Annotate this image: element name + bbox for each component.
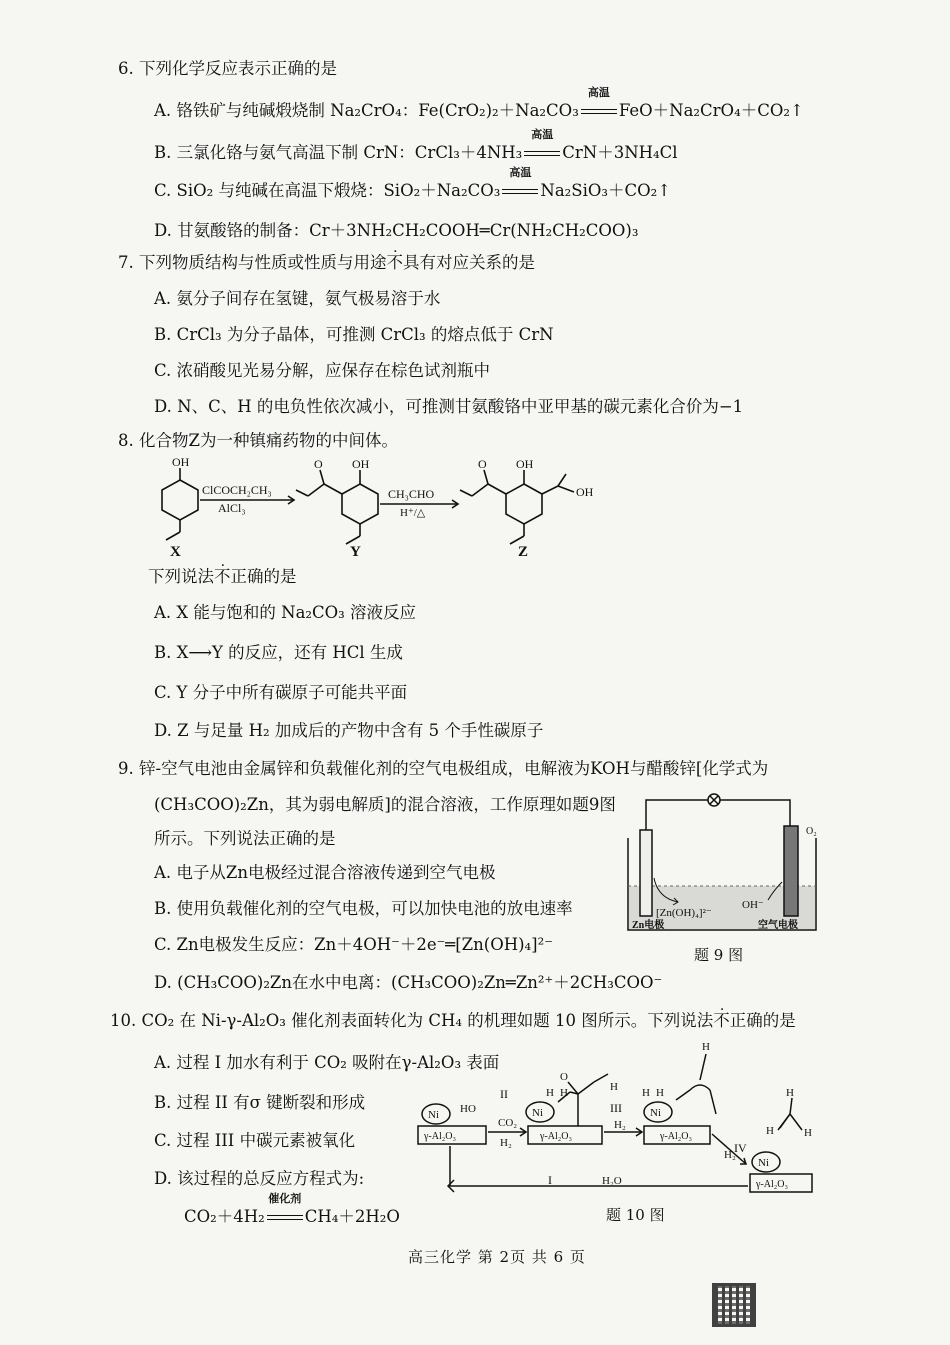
label-y: Y	[350, 544, 361, 560]
support-label-1: γ-Al₂O₃	[424, 1131, 456, 1142]
q10-option-a: A. 过程 I 加水有利于 CO₂ 吸附在γ-Al₂O₃ 表面	[154, 1053, 500, 1072]
q7-option-a: A. 氨分子间存在氢键，氨气极易溶于水	[154, 289, 441, 308]
h2-label-3: H₂	[724, 1149, 736, 1161]
z-carbonyl-o: O	[478, 457, 487, 471]
q7-option-c: C. 浓硝酸见光易分解，应保存在棕色试剂瓶中	[154, 361, 491, 380]
q6-c-post: Na₂SiO₃＋CO₂↑	[540, 181, 672, 200]
q7-option-d: D. N、C、H 的电负性依次减小，可推测甘氨酸铬中亚甲基的碳元素化合价为−1	[154, 397, 744, 416]
label-x: X	[170, 544, 181, 560]
qr-code-icon	[712, 1283, 756, 1327]
air-electrode	[784, 826, 798, 916]
h2-label-1: H₂	[500, 1137, 512, 1149]
q8-reaction-scheme	[148, 452, 768, 562]
q9-figure-caption: 题 9 图	[694, 946, 744, 964]
h-label-1: H	[546, 1087, 554, 1099]
q8-option-a: A. X 能与饱和的 Na₂CO₃ 溶液反应	[154, 603, 417, 622]
y-carbonyl-o: O	[314, 457, 323, 471]
roman-iv: IV	[734, 1141, 747, 1155]
reagent-1-bottom: AlCl₃	[218, 501, 246, 515]
q6-b-post: CrN＋3NH₄Cl	[562, 143, 678, 162]
z-benzene-ring	[506, 484, 542, 524]
z-ring-oh: OH	[516, 457, 534, 471]
q9-stem-line-3: 所示。下列说法正确的是	[154, 829, 336, 848]
zn-electrode-label: Zn电极	[632, 920, 665, 931]
q6-option-a	[154, 86, 804, 122]
h-label-5: H	[656, 1087, 664, 1099]
q6-option-c	[154, 166, 672, 202]
q9-battery-figure	[618, 790, 833, 938]
q6-option-d: D. 甘氨酸铬的制备：Cr＋3NH₂CH₂COOH═Cr(NH₂CH₂COO)₃	[154, 221, 639, 240]
q10-option-b: B. 过程 II 有σ 键断裂和形成	[154, 1093, 366, 1112]
o-label-1: O	[560, 1071, 568, 1083]
h2-label-2: H₂	[614, 1119, 626, 1131]
roman-iii: III	[610, 1101, 622, 1115]
q9-stem-line-2: (CH₃COO)₂Zn，其为弱电解质]的混合溶液，工作原理如题9图	[154, 795, 616, 814]
ni-label-3: Ni	[650, 1107, 661, 1119]
methane-h-left: H	[766, 1125, 774, 1137]
zincate-label: [Zn(OH)₄]²⁻	[656, 907, 712, 919]
roman-ii: II	[500, 1087, 508, 1101]
ni-label-1: Ni	[428, 1109, 439, 1121]
reagent-2-top: CH₃CHO	[388, 487, 435, 501]
h-label-6: H	[702, 1041, 710, 1053]
catalyst-condition: 催化剂	[267, 1206, 303, 1228]
ni-label-2: Ni	[532, 1107, 543, 1119]
reagent-1-top: ClCOCH₂CH₃	[202, 483, 272, 497]
label-z: Z	[518, 544, 529, 560]
q8-option-c: C. Y 分子中所有碳原子可能共平面	[154, 683, 408, 702]
q9-option-a: A. 电子从Zn电极经过混合溶液传递到空气电极	[154, 863, 496, 882]
q6-b-pre: B. 三氯化铬与氨气高温下制 CrN：CrCl₃＋4NH₃	[154, 143, 523, 162]
zn-electrode	[640, 830, 652, 916]
q10-figure-caption: 题 10 图	[606, 1206, 665, 1224]
reagent-2-bottom: H⁺/△	[400, 507, 426, 519]
y-oh: OH	[352, 457, 370, 471]
y-benzene-ring	[342, 484, 378, 524]
q10-mechanism-figure	[410, 1034, 822, 1194]
q6-option-b	[154, 128, 678, 164]
q7-stem: 7. 下列物质结构与性质或性质与用途不具有对应关系的是	[118, 253, 535, 272]
air-electrode-label: 空气电极	[758, 920, 798, 931]
q6-c-condition: 高温	[502, 180, 538, 202]
q6-a-condition: 高温	[581, 100, 617, 122]
h2o-label: H₂O	[602, 1175, 622, 1187]
page-footer: 高三化学 第 2页 共 6 页	[408, 1248, 586, 1266]
ni-label-4: Ni	[758, 1157, 769, 1169]
q8-option-b: B. X⟶Y 的反应，还有 HCl 生成	[154, 643, 403, 662]
x-oh: OH	[172, 455, 190, 469]
x-benzene-ring	[162, 480, 198, 520]
support-label-3: γ-Al₂O₃	[660, 1131, 692, 1142]
q10-stem: 10. CO₂ 在 Ni-γ-Al₂O₃ 催化剂表面转化为 CH₄ 的机理如题 10 图所示。下列说法不正确的是	[110, 1011, 796, 1030]
roman-i: I	[548, 1173, 552, 1187]
methane-h-right: H	[804, 1127, 812, 1139]
o2-label: O₂	[806, 826, 817, 837]
q8-stem: 8. 化合物Z为一种镇痛药物的中间体。	[118, 431, 398, 450]
hydroxyl-label: HO	[460, 1103, 476, 1115]
q8-option-d: D. Z 与足量 H₂ 加成后的产物中含有 5 个手性碳原子	[154, 721, 544, 740]
z-side-oh: OH	[576, 485, 594, 499]
q7-option-b: B. CrCl₃ 为分子晶体，可推测 CrCl₃ 的熔点低于 CrN	[154, 325, 554, 344]
q10-overall-equation: CO₂＋4H₂ 催化剂 CH₄＋2H₂O	[184, 1192, 400, 1226]
q6-a-post: FeO＋Na₂CrO₄＋CO₂↑	[618, 101, 804, 120]
q10-option-c: C. 过程 III 中碳元素被氧化	[154, 1131, 356, 1150]
hydroxide-label: OH⁻	[742, 899, 764, 911]
q9-option-b: B. 使用负载催化剂的空气电极，可以加快电池的放电速率	[154, 899, 573, 918]
q8-subquestion: 下列说法不正确的是	[148, 567, 297, 586]
q6-a-pre: A. 铬铁矿与纯碱煅烧制 Na₂CrO₄：Fe(CrO₂)₂＋Na₂CO₃	[154, 101, 579, 120]
support-label-2: γ-Al₂O₃	[540, 1131, 572, 1142]
q9-stem-line-1: 9. 锌-空气电池由金属锌和负载催化剂的空气电极组成，电解液为KOH与醋酸锌[化学式为	[118, 759, 769, 778]
h-label-2: H	[560, 1087, 568, 1099]
h-label-3: H	[610, 1081, 618, 1093]
co2-label: CO₂	[498, 1117, 518, 1129]
q10-option-d: D. 该过程的总反应方程式为:	[154, 1169, 365, 1188]
support-label-4: γ-Al₂O₃	[756, 1179, 788, 1190]
q9-option-c: C. Zn电极发生反应：Zn＋4OH⁻＋2e⁻═[Zn(OH)₄]²⁻	[154, 935, 553, 954]
h-label-4: H	[642, 1087, 650, 1099]
q6-stem: 6. 下列化学反应表示正确的是	[118, 59, 337, 78]
q9-option-d: D. (CH₃COO)₂Zn在水中电离：(CH₃COO)₂Zn═Zn²⁺＋2CH₃COO⁻	[154, 973, 663, 992]
q6-c-pre: C. SiO₂ 与纯碱在高温下煅烧：SiO₂＋Na₂CO₃	[154, 181, 501, 200]
methane-h-top: H	[786, 1087, 794, 1099]
q6-b-condition: 高温	[524, 142, 560, 164]
